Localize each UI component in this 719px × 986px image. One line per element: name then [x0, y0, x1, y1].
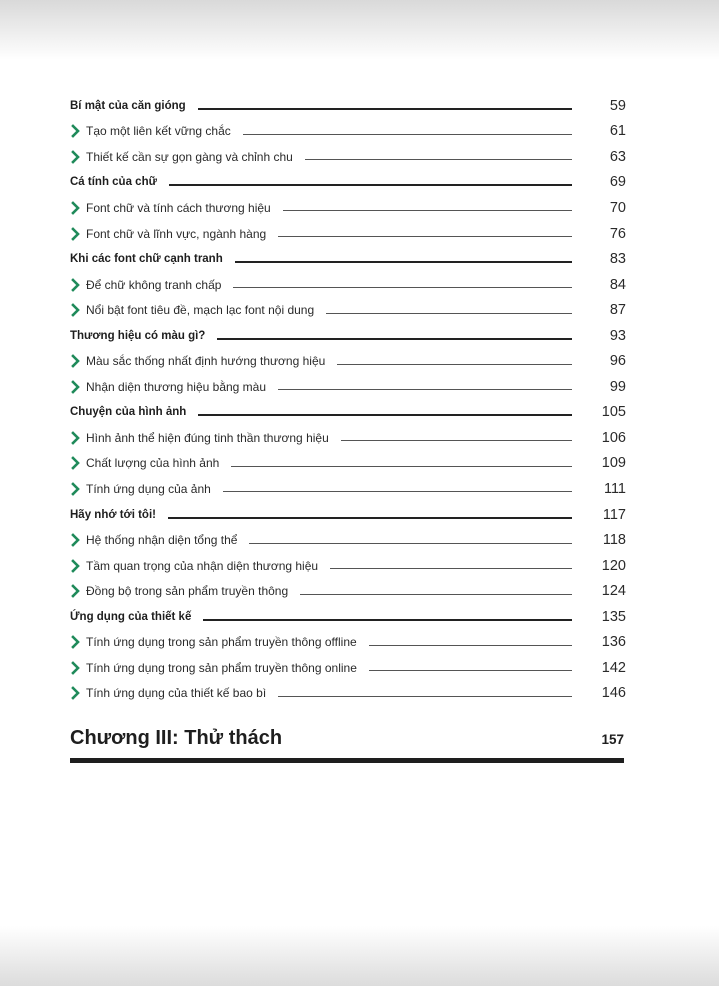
toc-entry-page: 99: [609, 378, 626, 395]
toc-subsection-entry[interactable]: [70, 476, 626, 502]
toc-subsection-entry[interactable]: [70, 425, 626, 451]
chevron-right-icon: [70, 278, 82, 292]
leader-line: [278, 696, 572, 697]
toc-entry-page: 70: [609, 199, 626, 216]
chevron-right-icon: [70, 303, 82, 317]
toc-section-entry[interactable]: [70, 246, 626, 272]
toc-entry-page: 96: [609, 353, 626, 370]
toc-entry-page: 83: [609, 251, 626, 268]
leader-line: [198, 108, 572, 110]
toc-entry-page: 87: [609, 302, 626, 319]
chevron-right-icon: [70, 456, 82, 470]
leader-line: [198, 414, 572, 416]
chevron-right-icon: [70, 380, 82, 394]
toc-entry-title: Tính ứng dụng của ảnh: [86, 481, 211, 496]
leader-line: [231, 466, 572, 467]
toc-entry-page: 117: [602, 506, 626, 523]
leader-line: [235, 261, 572, 263]
chapter-heading[interactable]: [70, 727, 624, 763]
chevron-right-icon: [70, 201, 82, 215]
leader-line: [326, 313, 572, 314]
toc-entry-title: Đồng bộ trong sản phẩm truyền thông: [86, 584, 289, 599]
toc-entry-title: Ứng dụng của thiết kế: [70, 610, 192, 623]
toc-entry-title: Bí mật của căn gióng: [70, 99, 186, 112]
toc-subsection-entry[interactable]: [70, 655, 626, 681]
leader-line: [278, 236, 572, 237]
toc-entry-title: Tính ứng dụng của thiết kế bao bì: [86, 686, 267, 701]
page-top-shadow: [0, 0, 719, 60]
toc-entry-page: 111: [603, 480, 626, 497]
leader-line: [337, 364, 572, 365]
leader-line: [249, 543, 572, 544]
toc-entry-page: 59: [609, 97, 626, 114]
toc-section-entry[interactable]: [70, 502, 626, 528]
toc-subsection-entry[interactable]: [70, 553, 626, 579]
toc-subsection-entry[interactable]: [70, 119, 626, 145]
table-of-contents: [70, 93, 626, 706]
toc-entry-page: 63: [609, 148, 626, 165]
toc-entry-page: 124: [601, 583, 626, 600]
toc-subsection-entry[interactable]: [70, 578, 626, 604]
chevron-right-icon: [70, 686, 82, 700]
chevron-right-icon: [70, 559, 82, 573]
toc-entry-page: 105: [601, 404, 626, 421]
toc-subsection-entry[interactable]: [70, 144, 626, 170]
toc-entry-title: Thiết kế cần sự gọn gàng và chỉnh chu: [86, 149, 293, 164]
leader-line: [305, 159, 572, 160]
toc-subsection-entry[interactable]: [70, 681, 626, 707]
toc-entry-title: Để chữ không tranh chấp: [86, 277, 222, 292]
chapter-title: Chương III: Thử thách: [70, 727, 283, 749]
leader-line: [369, 645, 572, 646]
toc-entry-page: 136: [601, 634, 626, 651]
toc-entry-page: 109: [601, 455, 626, 472]
toc-entry-page: 142: [601, 659, 626, 676]
chevron-right-icon: [70, 150, 82, 164]
toc-subsection-entry[interactable]: [70, 297, 626, 323]
leader-line: [341, 440, 572, 441]
leader-line: [169, 184, 572, 186]
chevron-right-icon: [70, 584, 82, 598]
chevron-right-icon: [70, 661, 82, 675]
toc-entry-page: 118: [602, 532, 626, 549]
toc-section-entry[interactable]: [70, 400, 626, 426]
chapter-page-number: 157: [601, 732, 624, 747]
toc-entry-page: 146: [601, 685, 626, 702]
leader-line: [223, 491, 572, 492]
toc-entry-title: Nhận diện thương hiệu bằng màu: [86, 379, 267, 394]
chevron-right-icon: [70, 354, 82, 368]
toc-entry-title: Font chữ và lĩnh vực, ngành hàng: [86, 226, 267, 241]
toc-entry-title: Nổi bật font tiêu đề, mạch lạc font nội dung: [86, 303, 315, 318]
toc-entry-title: Chuyện của hình ảnh: [70, 406, 187, 419]
toc-subsection-entry[interactable]: [70, 195, 626, 221]
leader-line: [203, 619, 572, 621]
toc-entry-title: Font chữ và tính cách thương hiệu: [86, 200, 271, 215]
toc-subsection-entry[interactable]: [70, 221, 626, 247]
chevron-right-icon: [70, 635, 82, 649]
toc-entry-title: Hệ thống nhận diện tổng thể: [86, 533, 238, 548]
toc-entry-title: Thương hiệu có màu gì?: [70, 329, 206, 342]
toc-subsection-entry[interactable]: [70, 527, 626, 553]
page-bottom-shadow: [0, 926, 719, 986]
leader-line: [168, 517, 572, 519]
toc-subsection-entry[interactable]: [70, 451, 626, 477]
leader-line: [369, 670, 572, 671]
toc-entry-page: 93: [609, 327, 626, 344]
chevron-right-icon: [70, 533, 82, 547]
toc-entry-page: 135: [601, 608, 626, 625]
toc-entry-title: Tính ứng dụng trong sản phẩm truyền thông offline: [86, 635, 357, 650]
toc-section-entry[interactable]: [70, 170, 626, 196]
toc-entry-title: Tạo một liên kết vững chắc: [86, 124, 231, 139]
chevron-right-icon: [70, 227, 82, 241]
toc-entry-page: 84: [609, 276, 626, 293]
toc-entry-title: Hình ảnh thể hiện đúng tinh thần thương hiệu: [86, 430, 329, 445]
toc-entry-page: 61: [609, 123, 626, 140]
toc-entry-page: 69: [609, 174, 626, 191]
chevron-right-icon: [70, 431, 82, 445]
leader-line: [300, 594, 572, 595]
chevron-right-icon: [70, 124, 82, 138]
leader-line: [217, 338, 572, 340]
toc-subsection-entry[interactable]: [70, 629, 626, 655]
toc-entry-title: Hãy nhớ tới tôi!: [70, 508, 156, 521]
leader-line: [233, 287, 572, 288]
toc-entry-page: 120: [601, 557, 626, 574]
leader-line: [278, 389, 572, 390]
toc-subsection-entry[interactable]: [70, 272, 626, 298]
chevron-right-icon: [70, 482, 82, 496]
toc-entry-page: 76: [609, 225, 626, 242]
leader-line: [283, 210, 572, 211]
toc-entry-page: 106: [601, 429, 626, 446]
toc-section-entry[interactable]: [70, 323, 626, 349]
toc-subsection-entry[interactable]: [70, 348, 626, 374]
toc-section-entry[interactable]: [70, 93, 626, 119]
toc-entry-title: Tầm quan trọng của nhận diện thương hiệu: [86, 558, 319, 573]
toc-subsection-entry[interactable]: [70, 374, 626, 400]
toc-entry-title: Cá tính của chữ: [70, 176, 157, 189]
toc-entry-title: Chất lượng của hình ảnh: [86, 456, 220, 471]
toc-entry-title: Tính ứng dụng trong sản phẩm truyền thông online: [86, 660, 357, 675]
toc-section-entry[interactable]: [70, 604, 626, 630]
toc-entry-title: Khi các font chữ cạnh tranh: [70, 253, 223, 266]
leader-line: [243, 134, 572, 135]
toc-entry-title: Màu sắc thống nhất định hướng thương hiệu: [86, 354, 326, 369]
leader-line: [330, 568, 572, 569]
